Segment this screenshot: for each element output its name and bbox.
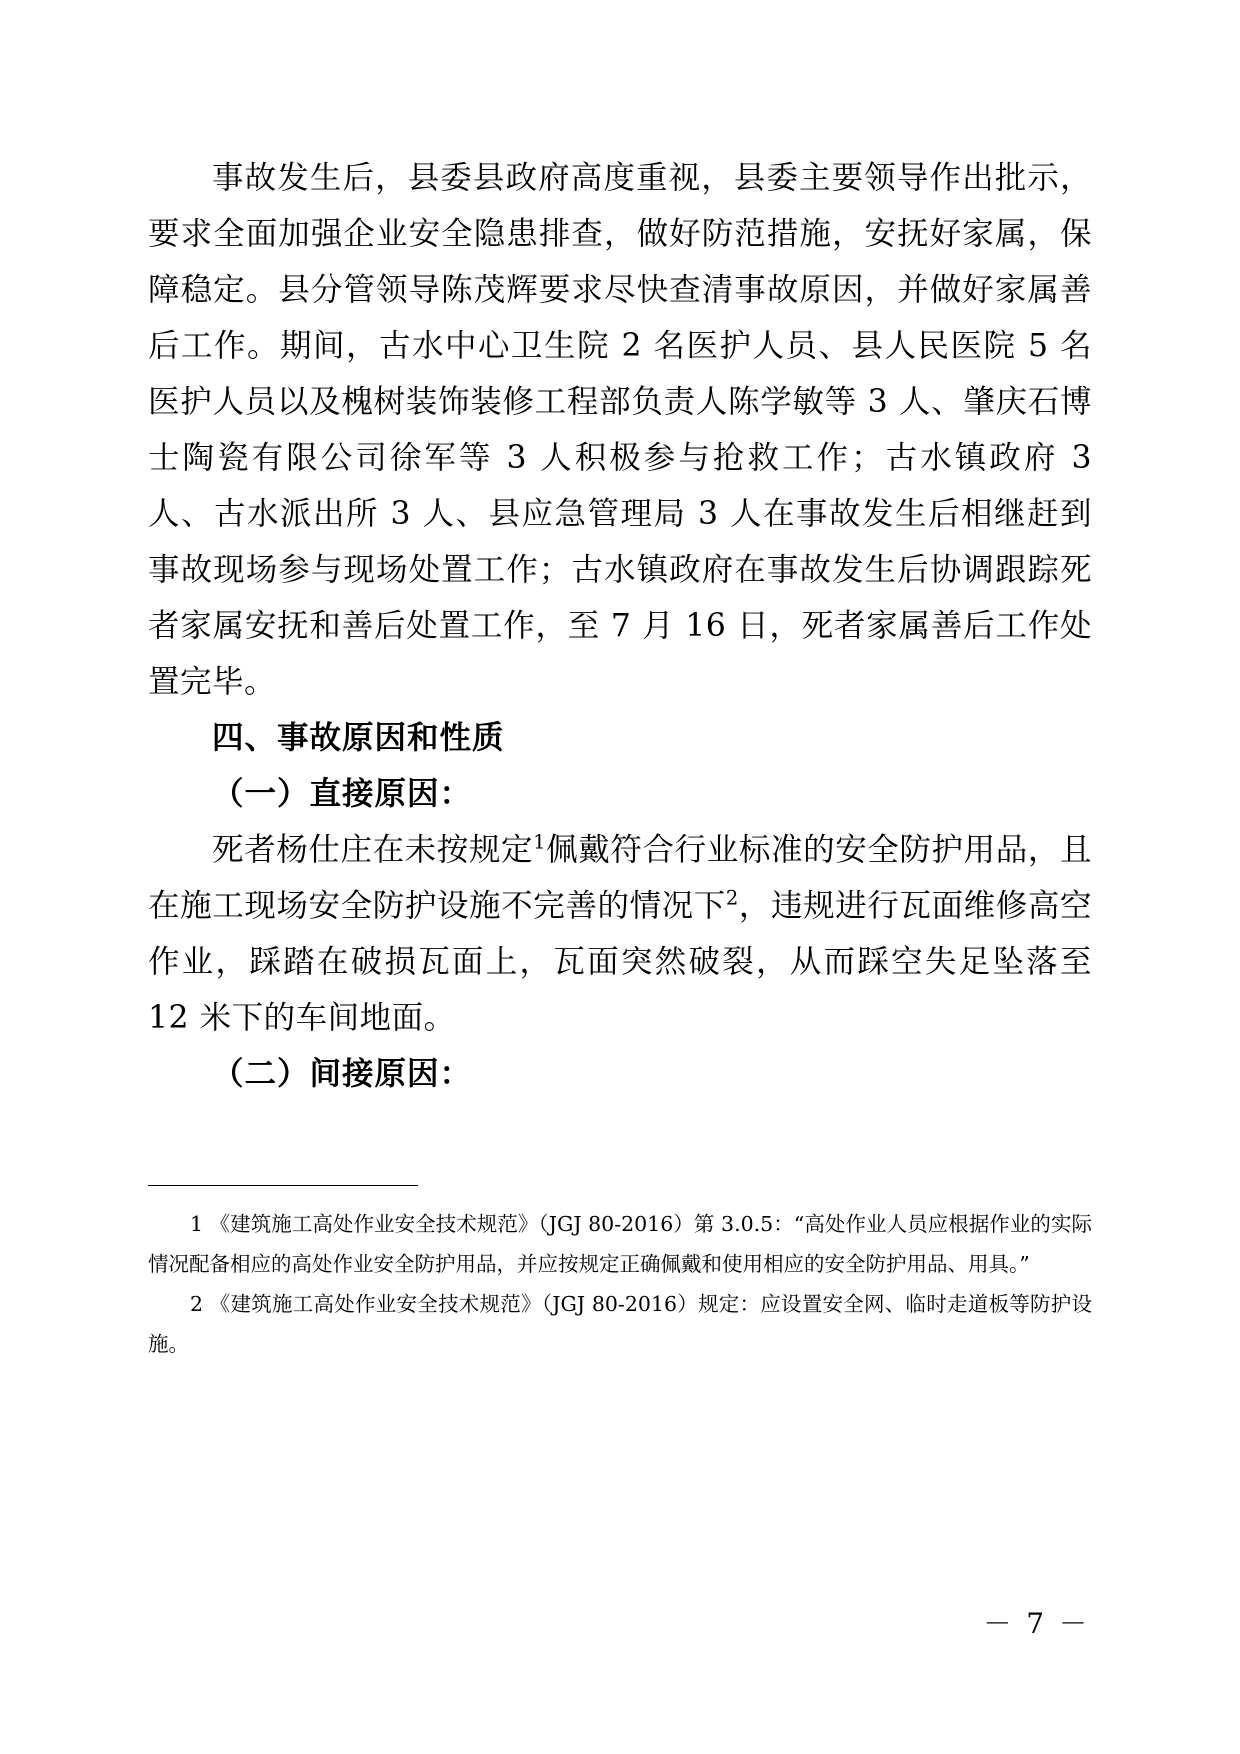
paragraph-aftermath: 事故发生后，县委县政府高度重视，县委主要领导作出批示，要求全面加强企业安全隐患排查，做好防范措施，安抚好家属，保障稳定。县分管领导陈茂辉要求尽快查清事故原因，并做好家属善后工作。期间，古水中心卫生院 2 名医护人员、县人民医院 5 名医护人员以及槐树装饰装修工程部负责人陈学敏等 3 人、肇庆石博士陶瓷有限公司徐军等 3 人积极参与抢救工作；古水镇政府 3 人、古水派出所 3 人、县应急管理局 3 人在事故发生后相继赶到事故现场参与现场处置工作；古水镇政府在事故发生后协调跟踪死者家属安抚和善后处置工作，至 7 月 16 日，死者家属善后工作处置完毕。: [148, 160, 1092, 700]
footnote-2: [148, 1284, 1092, 1364]
subheading-indirect-cause: （二）间接原因：: [212, 1055, 473, 1092]
footnote-area: [148, 1185, 1092, 1364]
page-number: － 7 －: [983, 1607, 1090, 1640]
subheading-direct-cause: （一）直接原因：: [212, 775, 473, 812]
footnote-1: [148, 1204, 1092, 1284]
footnote-1-text: 1 《建筑施工高处作业安全技术规范》（JGJ 80-2016）第 3.0.5：“高处作业人员应根据作业的实际情况配备相应的高处作业安全防护用品，并应按规定正确佩戴和使用相应的安全防护用品、用具。”: [148, 1212, 1092, 1276]
footnote-ref-1: 1: [533, 830, 547, 854]
direct-cause-text-part1: 死者杨仕庄在未按规定: [212, 832, 534, 868]
footnote-2-text: 2 《建筑施工高处作业安全技术规范》（JGJ 80-2016）规定：应设置安全网、临时走道板等防护设施。: [148, 1292, 1092, 1356]
footnote-separator-rule: [148, 1185, 418, 1186]
paragraph-direct-cause: [148, 822, 1092, 1046]
footnote-ref-2: 2: [725, 886, 739, 910]
direct-cause-text-part2: 佩戴符合行业标准的安全防护用品，且在施工现场安全防护设施不完善的情况下: [148, 832, 1092, 924]
direct-cause-text-part3: ，违规进行瓦面维修高空作业，踩踏在破损瓦面上，瓦面突然破裂，从而踩空失足坠落至 12 米下的车间地面。: [148, 888, 1092, 1036]
section-heading-cause-and-nature: 四、事故原因和性质: [212, 719, 505, 756]
